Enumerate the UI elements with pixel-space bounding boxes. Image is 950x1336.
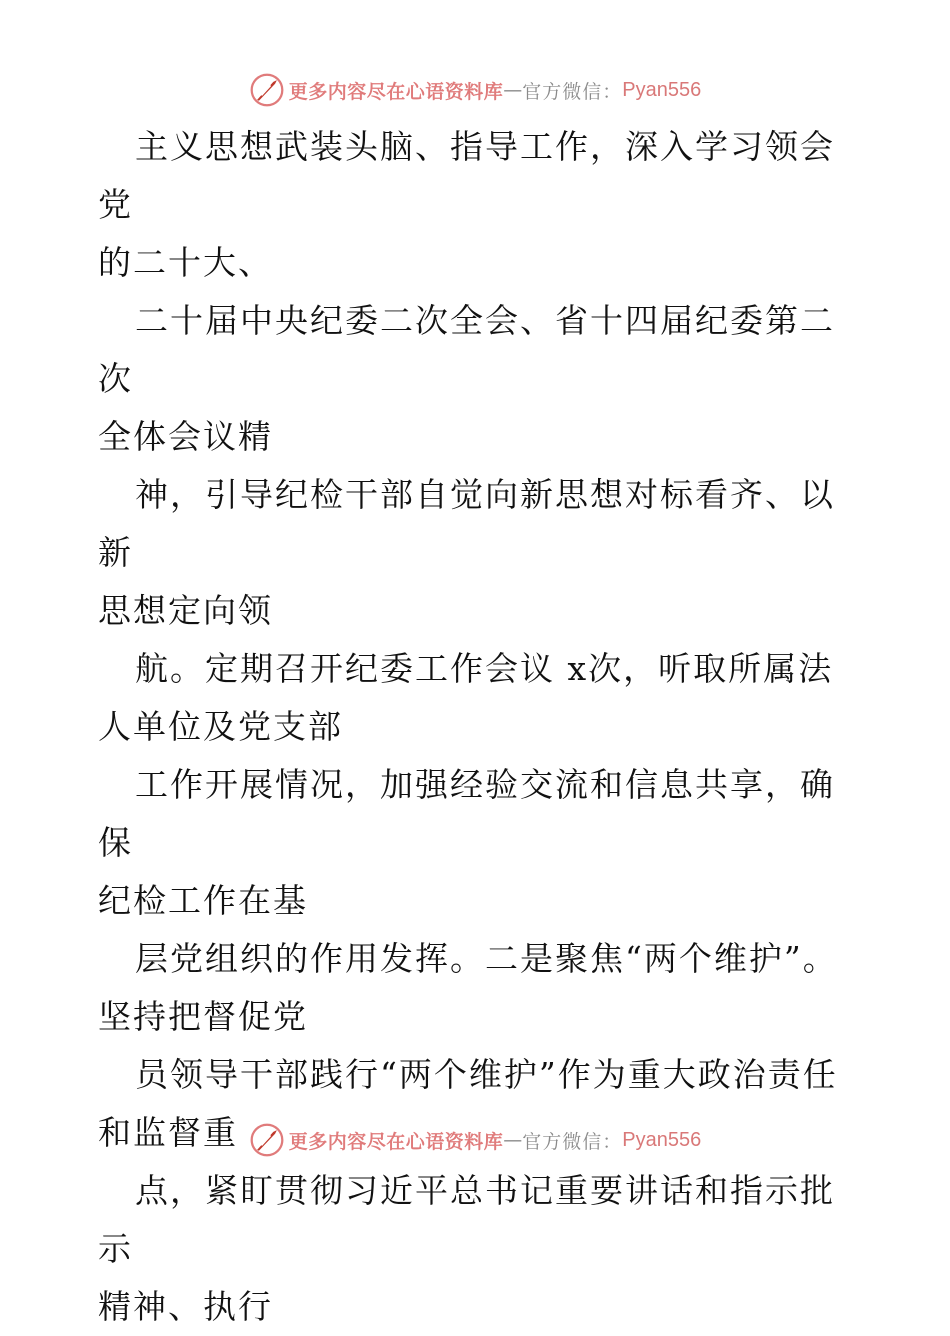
paragraph (98, 640, 858, 756)
paragraph-first-line: 员领导干部践行“两个维护”作为重大政治责任 (135, 1055, 838, 1094)
paragraph-first-line: 航。定期召开纪委工作会议 x次，听取所属法 (135, 649, 834, 688)
paragraph (98, 1162, 858, 1336)
watermark-separator: — (503, 79, 523, 101)
watermark-sub-text: 官方微信： (522, 1130, 623, 1153)
paragraph-continuation: 的二十大、 (98, 243, 273, 282)
paragraph-first-line: 二十届中央纪委二次全会、省十四届纪委第二次 (98, 301, 835, 398)
paragraph-continuation: 和监督重 (98, 1113, 238, 1152)
footer-watermark (0, 1120, 950, 1160)
watermark-separator: — (503, 1129, 523, 1151)
quill-pen-icon (249, 1122, 285, 1158)
paragraph-first-line: 点，紧盯贯彻习近平总书记重要讲话和指示批示 (98, 1171, 835, 1268)
watermark-sub-text: 官方微信： (522, 80, 623, 103)
watermark-main-text: 更多内容尽在心语资料库 (288, 1130, 504, 1153)
paragraph-continuation: 精神、执行 (98, 1287, 273, 1326)
paragraph-continuation: 人单位及党支部 (98, 707, 343, 746)
watermark-id: Pyan556 (622, 78, 702, 101)
paragraph (98, 756, 858, 930)
paragraph-first-line: 工作开展情况，加强经验交流和信息共享，确保 (98, 765, 835, 862)
paragraph (98, 292, 858, 466)
paragraph-first-line: 层党组织的作用发挥。二是聚焦“两个维护”。 (135, 939, 838, 978)
watermark-main-text: 更多内容尽在心语资料库 (288, 80, 504, 103)
paragraph (98, 930, 858, 1046)
header-watermark (0, 70, 950, 110)
paragraph-continuation: 思想定向领 (98, 591, 273, 630)
paragraph (98, 466, 858, 640)
paragraph-continuation: 全体会议精 (98, 417, 273, 456)
paragraph-continuation: 坚持把督促党 (98, 997, 308, 1036)
quill-pen-icon (249, 72, 285, 108)
paragraph-continuation: 纪检工作在基 (98, 881, 308, 920)
paragraph-first-line: 神，引导纪检干部自觉向新思想对标看齐、以新 (98, 475, 835, 572)
paragraph-first-line: 主义思想武装头脑、指导工作，深入学习领会党 (98, 127, 835, 224)
paragraph (98, 118, 858, 292)
watermark-id: Pyan556 (622, 1128, 702, 1151)
